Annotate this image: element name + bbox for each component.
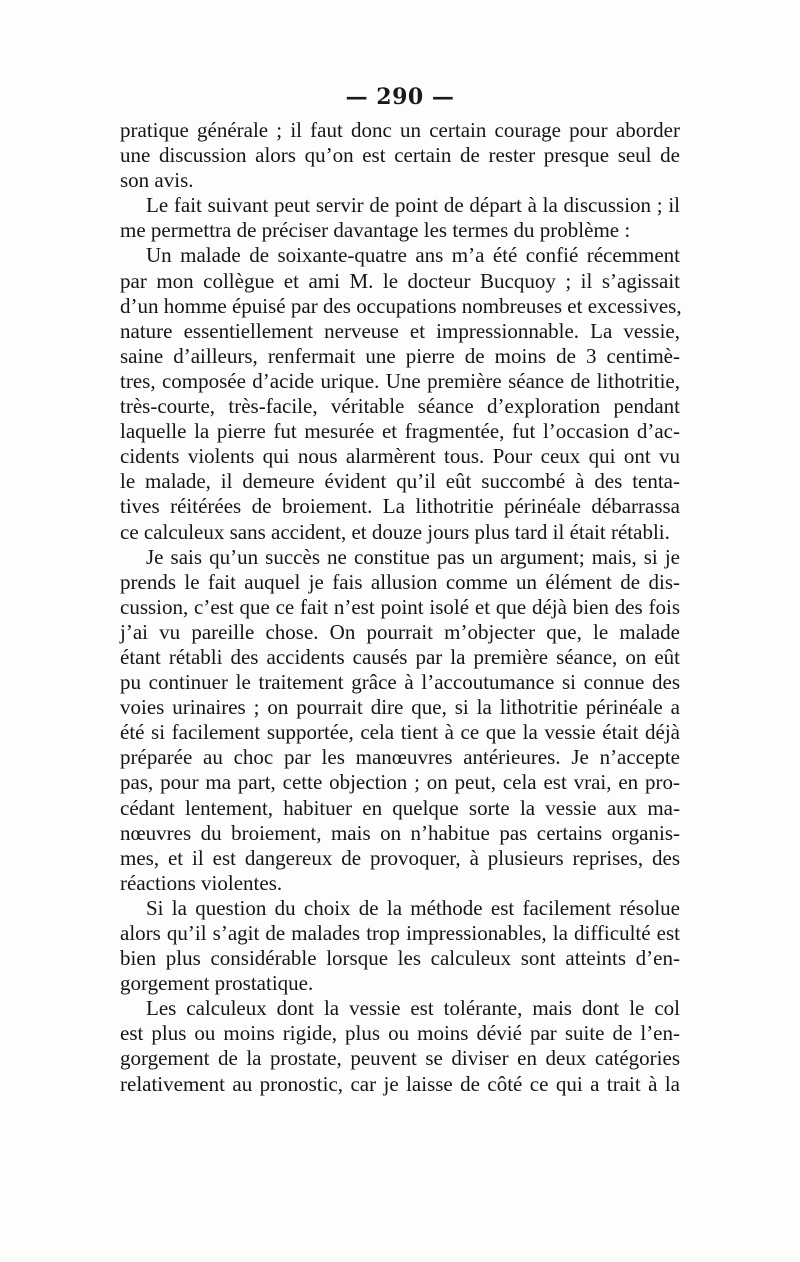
- text-line: une discussion alors qu’on est certain de rester presque seul de: [120, 143, 680, 168]
- text-line: bien plus considérable lorsque les calculeux sont atteints d’en-: [120, 946, 680, 971]
- text-line: Les calculeux dont la vessie est tolérante, mais dont le col: [146, 996, 680, 1021]
- text-line: saine d’ailleurs, renfermait une pierre de moins de 3 centimè-: [120, 343, 680, 368]
- text-line: très-courte, très-facile, véritable séance d’exploration pendant: [120, 394, 680, 419]
- text-line: son avis.: [120, 168, 194, 193]
- text-line: alors qu’il s’agit de malades trop impressionables, la difficulté est: [120, 921, 680, 945]
- text-line: Je sais qu’un succès ne constitue pas un argument; mais, si je: [146, 544, 680, 569]
- text-line: tres, composée d’acide urique. Une première séance de lithotritie,: [120, 368, 680, 393]
- text-line: nature essentiellement nerveuse et impressionnable. La vessie,: [120, 318, 680, 343]
- text-line: par mon collègue et ami M. le docteur Bucquoy ; il s’agissait: [120, 268, 680, 293]
- text-line: le malade, il demeure évident qu’il eût succombé à des tenta-: [120, 469, 680, 494]
- text-line: j’ai vu pareille chose. On pourrait m’objecter que, le malade: [120, 619, 680, 644]
- text-line: ce calculeux sans accident, et douze jours plus tard il était rétabli.: [120, 519, 670, 544]
- text-line: est plus ou moins rigide, plus ou moins dévié par suite de l’en-: [120, 1021, 680, 1046]
- text-line: pas, pour ma part, cette objection ; on peut, cela est vrai, en pro-: [120, 770, 680, 795]
- text-line: pu continuer le traitement grâce à l’accoutumance si connue des: [120, 670, 680, 695]
- text-line: d’un homme épuisé par des occupations nombreuses et excessives,: [120, 293, 682, 318]
- text-line: Le fait suivant peut servir de point de départ à la discussion ; il: [146, 193, 680, 218]
- text-line: réactions violentes.: [120, 870, 283, 895]
- text-line: gorgement de la prostate, peuvent se diviser en deux catégories: [120, 1046, 680, 1071]
- text-line: prends le fait auquel je fais allusion comme un élément de dis-: [120, 569, 680, 594]
- text-line: nœuvres du broiement, mais on n’habitue pas certains organis-: [120, 820, 680, 845]
- body-text: [120, 118, 680, 1097]
- text-line: voies urinaires ; on pourrait dire que, si la lithotritie périnéale a: [120, 695, 680, 720]
- text-line: cidents violents qui nous alarmèrent tous. Pour ceux qui ont vu: [120, 444, 680, 469]
- text-line: mes, et il est dangereux de provoquer, à plusieurs reprises, des: [120, 845, 680, 870]
- text-line: Si la question du choix de la méthode est facilement résolue: [146, 895, 680, 920]
- text-line: laquelle la pierre fut mesurée et fragmentée, fut l’occasion d’ac-: [120, 419, 680, 444]
- text-line: étant rétabli des accidents causés par la première séance, on eût: [120, 644, 680, 669]
- text-line: pratique générale ; il faut donc un certain courage pour aborder: [120, 118, 680, 142]
- text-line: gorgement prostatique.: [120, 971, 314, 996]
- text-line: relativement au pronostic, car je laisse de côté ce qui a trait à la: [120, 1071, 680, 1096]
- page-number: — 290 —: [345, 84, 455, 110]
- text-line: cédant lentement, habituer en quelque sorte la vessie aux ma-: [120, 795, 680, 820]
- text-line: préparée au choc par les manœuvres antérieures. Je n’accepte: [120, 745, 680, 770]
- text-line: été si facilement supportée, cela tient à ce que la vessie était déjà: [120, 720, 680, 745]
- text-line: tives réitérées de broiement. La lithotritie périnéale débarrassa: [120, 494, 680, 519]
- text-line: Un malade de soixante-quatre ans m’a été confié récemment: [146, 243, 680, 268]
- text-line: me permettra de préciser davantage les termes du problème :: [120, 218, 631, 243]
- text-line: cussion, c’est que ce fait n’est point isolé et que déjà bien des fois: [120, 594, 680, 619]
